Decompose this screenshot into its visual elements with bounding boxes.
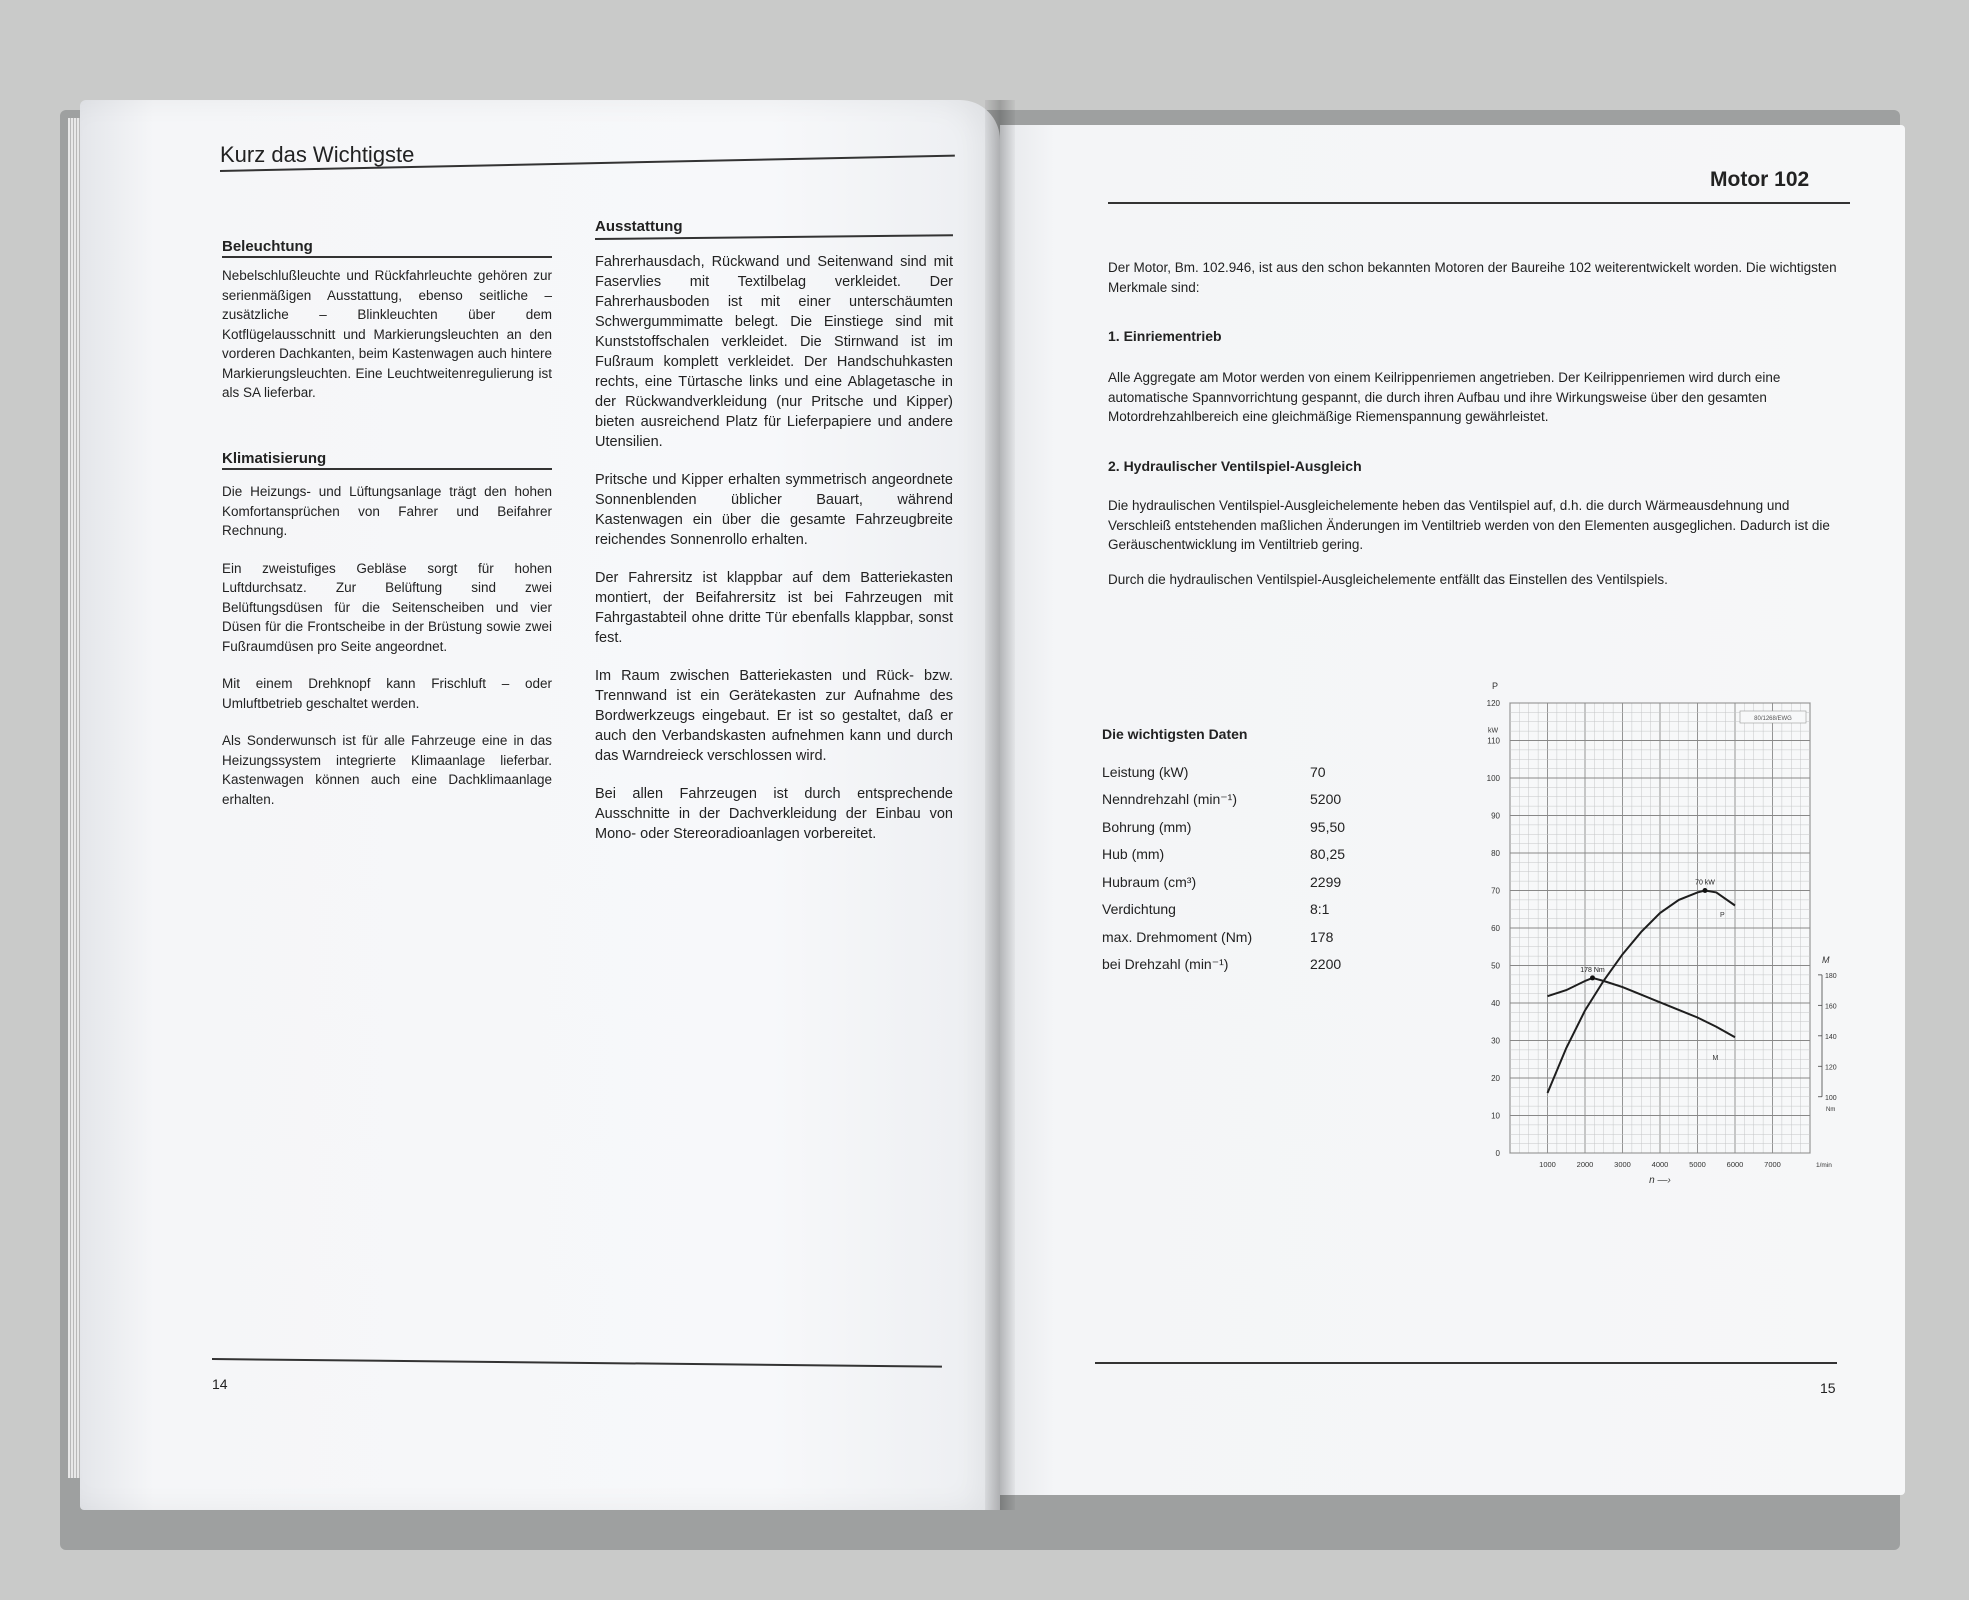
beleuchtung-text: [222, 266, 552, 421]
chart-x-tick-label: 2000: [1576, 1160, 1594, 1169]
table-row: [1102, 813, 1345, 841]
data-value: 2299: [1310, 873, 1342, 890]
beleuchtung-rule: [222, 256, 552, 258]
table-row: [1102, 896, 1345, 924]
engine-performance-chart: [1470, 675, 1850, 1186]
chart-right-tick-label: 120: [1825, 1064, 1837, 1072]
ausstattung-paragraph-3: Der Fahrersitz ist klappbar auf dem Batteriekasten montiert, der Beifahrersitz ist bei Fahrzeugen mit Fahrgastabteil ohne dritte Tür ebenfalls klappbar, sonst fest.: [595, 570, 953, 646]
book-gutter: [985, 100, 1015, 1510]
chart-y-tick-label: 60: [1491, 924, 1500, 933]
right-page-number: 15: [1820, 1380, 1836, 1396]
chart-corner-label: 80/1268/EWG: [1754, 716, 1792, 722]
data-label: Bohrung (mm): [1102, 818, 1192, 835]
chart-annotation-point: [1590, 975, 1595, 980]
chart-annotation-point: [1703, 888, 1708, 893]
chart-y-tick-label: 90: [1491, 811, 1500, 821]
chart-y-tick-label: 30: [1491, 1036, 1500, 1046]
chart-right-tick-label: 140: [1825, 1033, 1837, 1041]
chart-right-axis-label: M: [1822, 954, 1830, 965]
right-footer-rule: [1095, 1362, 1837, 1364]
chart-y-tick-label: 110: [1487, 736, 1500, 746]
data-label: Hubraum (cm³): [1102, 873, 1197, 890]
chart-x-axis-label: n —›: [1649, 1175, 1671, 1186]
data-label: Hub (mm): [1102, 846, 1165, 863]
chart-y-axis-unit: kW: [1488, 727, 1499, 735]
data-value: 8:1: [1310, 901, 1330, 918]
ausstattung-paragraph-2: Pritsche und Kipper erhalten symmetrisch angeordnete Sonnenblenden üblicher Bauart, während Kastenwagen ein über die gesamte Fahrzeugbreite reichendes Sonnenrollo erhalten.: [595, 472, 953, 548]
data-value: 5200: [1310, 791, 1342, 808]
klimatisierung-paragraph-3: Mit einem Drehknopf kann Frischluft – oder Umluftbetrieb geschaltet werden.: [222, 676, 552, 711]
chart-annotation-label: 70 kW: [1695, 879, 1715, 887]
chart-y-axis-label: P: [1492, 681, 1499, 691]
ausstattung-paragraph-5: Bei allen Fahrzeugen ist durch entsprechende Ausschnitte in der Dachverkleidung der Einbau von Mono- oder Stereoradioanlagen vorbereitet.: [595, 786, 953, 842]
chart-y-tick-label: 80: [1491, 849, 1500, 858]
klimatisierung-paragraph-4: Als Sonderwunsch ist für alle Fahrzeuge eine in das Heizungssystem integrierte Klimaanlage lieferbar. Kastenwagen können auch eine Dachklimaanlage erhalten.: [222, 733, 552, 807]
left-page-number: 14: [212, 1376, 228, 1392]
chart-y-tick-label: 0: [1495, 1149, 1500, 1158]
table-row: [1102, 951, 1345, 979]
ausstattung-paragraph-4: Im Raum zwischen Batteriekasten und Rück- bzw. Trennwand ist ein Gerätekasten zur Aufnahme des Bordwerkzeugs eingebaut. Er ist so gestaltet, daß er auch den Verbandskasten aufnehmen kann und durch das Warndreieck verschlossen wird.: [595, 668, 953, 764]
chart-right-tick-label: 100: [1825, 1094, 1837, 1102]
chart-x-tick-label: 6000: [1726, 1160, 1744, 1169]
chart-y-tick-label: 100: [1486, 774, 1500, 783]
left-page-title: Kurz das Wichtigste: [220, 142, 415, 167]
chart-y-tick-label: 10: [1491, 1111, 1500, 1121]
chart-series-label-p: P: [1720, 911, 1725, 919]
ventilspiel-text-2: Durch die hydraulischen Ventilspiel-Ausgleichelemente entfällt das Einstellen des Ventilspiels.: [1108, 572, 1668, 587]
table-row: [1102, 758, 1345, 786]
chart-right-tick-label: 180: [1825, 972, 1837, 980]
right-title-rule: [1108, 202, 1850, 204]
data-label: max. Drehmoment (Nm): [1102, 928, 1253, 945]
data-label: bei Drehzahl (min⁻¹): [1102, 955, 1229, 972]
chart-x-tick-label: 5000: [1689, 1160, 1706, 1169]
chart-x-tick-label: 1000: [1539, 1160, 1556, 1169]
chart-svg: [1470, 675, 1850, 1186]
ausstattung-heading: Ausstattung: [595, 218, 683, 235]
ausstattung-text: [595, 252, 953, 862]
klimatisierung-rule: [222, 468, 552, 470]
chart-right-tick-label: 160: [1825, 1003, 1837, 1011]
chart-x-tick-label: 4000: [1651, 1160, 1669, 1169]
klimatisierung-text: [222, 482, 552, 827]
table-row: [1102, 786, 1345, 814]
beleuchtung-heading: Beleuchtung: [222, 238, 313, 255]
beleuchtung-paragraph: Nebelschlußleuchte und Rückfahrleuchte gehören zur serienmäßigen Ausstattung, ebenso seitliche – zusätzliche – Blinkleuchten über dem Kotflügelausschnitt und Markierungsleuchten an den vorderen Dachkanten, beim Kastenwagen auch hintere Markierungsleuchten. Eine Leuchtweitenregulierung ist als SA lieferbar.: [222, 268, 552, 400]
table-row: [1102, 868, 1345, 896]
right-page-title: Motor 102: [1710, 168, 1810, 191]
data-label: Leistung (kW): [1102, 763, 1189, 780]
chart-y-tick-label: 40: [1491, 999, 1500, 1008]
chart-y-tick-label: 70: [1491, 886, 1500, 896]
chart-right-axis-unit: Nm: [1826, 1106, 1836, 1113]
data-value: 2200: [1310, 956, 1342, 973]
motor-intro: Der Motor, Bm. 102.946, ist aus den schon bekannten Motoren der Baureihe 102 weiterentwickelt worden. Die wichtigsten Merkmale sind:: [1108, 260, 1837, 295]
einriementrieb-heading: 1. Einriementrieb: [1108, 328, 1222, 344]
data-table-heading: Die wichtigsten Daten: [1102, 726, 1248, 742]
chart-x-tick-label: 7000: [1764, 1160, 1781, 1169]
ventilspiel-heading: 2. Hydraulischer Ventilspiel-Ausgleich: [1108, 458, 1362, 474]
data-value: 95,50: [1310, 818, 1346, 835]
ausstattung-paragraph-1: Fahrerhausdach, Rückwand und Seitenwand sind mit Faservlies mit Textilbelag verkleidet. Der Fahrerhausboden ist mit einer unterschäumten Schwergummimatte belegt. Die Einstiege sind mit Kunststoffschalen verkleidet. Die Stirnwand ist im Fußraum komplett verkleidet. Der Handschuhkasten rechts, eine Türtasche links und eine Ablagetasche in der Rückwandverkleidung (nur Pritsche und Kipper) bieten ausreichend Platz für Lieferpapiere und andere Utensilien.: [595, 254, 953, 450]
chart-y-tick-label: 120: [1486, 699, 1500, 708]
klimatisierung-heading: Klimatisierung: [222, 450, 327, 467]
table-row: [1102, 841, 1345, 869]
chart-x-tick-label: 3000: [1614, 1160, 1631, 1169]
data-label: Verdichtung: [1102, 901, 1176, 918]
klimatisierung-paragraph-1: Die Heizungs- und Lüftungsanlage trägt den hohen Komfortansprüchen von Fahrer und Beifahrer Rechnung.: [222, 484, 552, 538]
data-value: 178: [1310, 928, 1334, 945]
table-row: [1102, 923, 1345, 951]
einriementrieb-text: Alle Aggregate am Motor werden von einem Keilrippenriemen angetrieben. Der Keilrippenriemen wird durch eine automatische Spannvorrichtung gespannt, die durch ihren Aufbau und ihre Wirkungsweise über den gesamten Motordrehzahlbereich eine gleichmäßige Riemenspannung gewährleistet.: [1108, 370, 1781, 424]
chart-series-label-m: M: [1712, 1055, 1719, 1063]
chart-y-tick-label: 50: [1491, 961, 1500, 971]
chart-x-axis-unit: 1/min: [1816, 1162, 1832, 1169]
data-value: 70: [1310, 763, 1326, 780]
engine-data-table: [1102, 758, 1345, 978]
data-label: Nenndrehzahl (min⁻¹): [1102, 790, 1237, 807]
data-value: 80,25: [1310, 846, 1346, 863]
chart-annotation-label: 178 Nm: [1580, 966, 1605, 974]
chart-y-tick-label: 20: [1491, 1074, 1500, 1083]
ventilspiel-text: Die hydraulischen Ventilspiel-Ausgleichelemente heben das Ventilspiel auf, d.h. die durch Wärmeausdehnung und Verschleiß entstehenden maßlichen Änderungen im Ventiltrieb werden von den Elementen ausgeglichen. Dadurch ist die Geräuschentwicklung im Ventiltrieb gering.: [1108, 498, 1830, 552]
klimatisierung-paragraph-2: Ein zweistufiges Gebläse sorgt für hohen Luftdurchsatz. Zur Belüftung sind zwei Belüftungsdüsen für die Seitenscheiben und vier Düsen für die Frontscheibe in der Brüstung sowie zwei Fußraumdüsen pro Seite angeordnet.: [222, 560, 552, 654]
